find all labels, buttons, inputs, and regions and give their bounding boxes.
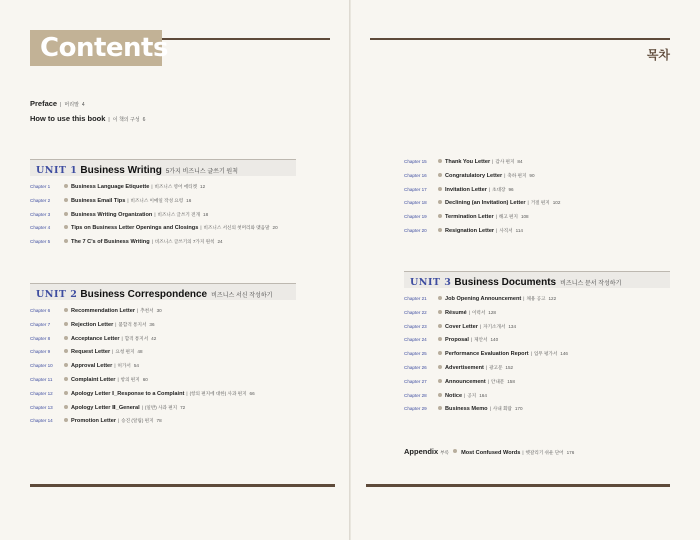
chapter-row[interactable]: Chapter 8 Acceptance Letter | 합격 통지서 42 [30,335,157,342]
unit-3-header [404,271,670,288]
chapter-title: Recommendation Letter [71,308,136,314]
chapter-ko: 사직서 [499,228,513,233]
unit-1-header [30,159,296,176]
chapter-ko: 감사 편지 [495,159,515,164]
chapter-number: Chapter 24 [404,337,427,343]
chapter-title: Rejection Letter [71,321,114,328]
bullet-dot [64,198,68,202]
chapter-page: 30 [156,308,162,313]
chapter-number: Chapter 20 [404,228,427,233]
unit-ko: 5가지 비즈니스 글쓰기 원칙 [165,169,239,175]
chapter-number: Chapter 29 [404,406,427,412]
running-title: 목차 [646,48,670,62]
chapter-ko: 업무 평가서 [533,351,558,357]
bullet-dot [438,337,442,341]
chapter-title: Job Opening Announcement [445,296,522,302]
bullet-dot [438,200,442,204]
chapter-number: Chapter 13 [30,404,53,410]
chapter-page: 48 [137,349,143,355]
bullet-dot [64,322,68,326]
page-gutter [349,0,351,540]
chapter-row[interactable]: Chapter 1 Business Language Etiquette | 비즈니스 영어 에티켓 12 [30,184,206,190]
chapter-title: Business Writing Organization [71,211,153,218]
chapter-ko: 자기소개서 [483,323,506,329]
chapter-number: Chapter 19 [404,214,427,220]
chapter-row[interactable]: Chapter 13 Apology Letter Ⅱ_General | (일반) 사과 편지 72 [30,404,186,411]
chapter-number: Chapter 6 [30,308,51,313]
chapter-row[interactable]: Chapter 26 Advertisement | 광고문 152 [404,365,514,371]
chapter-ko: (항의 편지에 대한) 사과 편지 [189,390,247,396]
chapter-page: 12 [200,184,206,189]
chapter-row[interactable]: Chapter 3 Business Writing Organization | 비즈니스 글쓰기 전개 18 [30,211,209,218]
chapter-ko: 비즈니스 글쓰기의 7가지 원칙 [154,239,215,245]
chapter-ko: 비즈니스 서신의 첫머리와 맺음말 [203,225,270,231]
chapter-ko: 승진 (알림) 편지 [121,418,154,424]
unit-ko: 비즈니스 서신 작성하기 [211,293,273,299]
chapter-number: Chapter 23 [404,323,427,329]
chapter-number: Chapter 17 [404,186,427,192]
chapter-title: Promotion Letter [71,418,117,425]
appendix-entry[interactable]: Appendix 부록 Most Confused Words | 헷갈리기 쉬운 단어 176 [404,447,575,456]
bullet-dot [64,377,68,381]
chapter-ko: 비즈니스 영어 에티켓 [154,184,198,189]
chapter-ko: 초대장 [492,186,506,192]
chapter-title: Complaint Letter [71,377,116,383]
chapter-row[interactable]: Chapter 15 Thank You Letter | 감사 편지 84 [404,159,523,165]
chapter-number: Chapter 11 [30,377,53,382]
chapter-row[interactable]: Chapter 6 Recommendation Letter | 추천서 30 [30,308,162,314]
chapter-row[interactable]: Chapter 22 Résumé | 이력서 128 [404,309,496,316]
chapter-ko: 허가서 [117,363,131,369]
chapter-row[interactable]: Chapter 27 Announcement | 안내문 158 [404,378,515,385]
chapter-page: 96 [508,186,514,192]
chapter-row[interactable]: Chapter 14 Promotion Letter | 승진 (알림) 편지 78 [30,418,162,425]
chapter-page: 134 [508,323,517,329]
appendix-item: Most Confused Words [461,450,521,456]
chapter-page: 170 [514,406,523,412]
chapter-number: Chapter 5 [30,239,51,245]
bullet-dot [64,308,68,312]
chapter-page: 60 [142,377,148,382]
chapter-ko: 비즈니스 이메일 작성 요령 [130,197,184,203]
chapter-row[interactable]: Chapter 25 Performance Evaluation Report | 업무 평가서 146 [404,351,568,358]
chapter-ko: 추천서 [140,308,154,313]
chapter-page: 36 [149,321,155,327]
chapter-title: The 7 C's of Business Writing [71,239,150,246]
bullet-dot [438,324,442,328]
chapter-title: Approval Letter [71,363,113,370]
chapter-page: 72 [180,404,186,410]
chapter-number: Chapter 28 [404,392,427,398]
appendix-ko: 부록 [440,450,450,455]
chapter-title: Résumé [445,309,467,316]
chapter-page: 102 [552,200,561,206]
chapter-row[interactable]: Chapter 21 Job Opening Announcement | 채용 공고 122 [404,296,557,302]
chapter-row[interactable]: Chapter 20 Resignation Letter | 사직서 114 [404,228,523,234]
chapter-row[interactable]: Chapter 19 Termination Letter | 해고 편지 108 [404,214,529,221]
appendix-title: Appendix [404,447,439,456]
chapter-ko: 항의 편지 [120,377,140,382]
chapter-page: 16 [186,197,192,203]
chapter-title: Advertisement [445,365,484,371]
bullet-dot [438,214,442,218]
bullet-dot [438,393,442,397]
chapter-page: 164 [479,392,487,398]
chapter-row[interactable]: Chapter 5 The 7 C's of Business Writing | 비즈니스 글쓰기의 7가지 원칙 24 [30,239,223,246]
chapter-row[interactable]: Chapter 16 Congratulatory Letter | 축하 편지 90 [404,172,535,179]
chapter-number: Chapter 16 [404,172,427,178]
chapter-number: Chapter 8 [30,335,51,341]
bullet-dot [453,449,457,453]
chapter-row[interactable]: Chapter 29 Business Memo | 사내 회람 170 [404,406,523,413]
chapter-row[interactable]: Chapter 23 Cover Letter | 자기소개서 134 [404,323,517,330]
chapter-row[interactable]: Chapter 2 Business Email Tips | 비즈니스 이메일 작성 요령 16 [30,197,192,204]
front-matter-preface[interactable]: Preface | 머리말 4 [30,99,85,108]
front-ko: 이 책의 구성 [112,117,140,123]
unit-label: UNIT 1 [36,165,78,176]
chapter-number: Chapter 15 [404,159,427,164]
chapter-page: 158 [507,378,515,384]
chapter-number: Chapter 26 [404,365,427,370]
chapter-title: Tips on Business Letter Openings and Closings [71,225,199,232]
chapter-page: 128 [488,309,496,315]
chapter-page: 42 [151,335,157,341]
chapter-page: 18 [203,211,209,217]
chapter-ko: 불합격 통지서 [118,321,147,327]
bullet-dot [438,351,442,355]
chapter-number: Chapter 3 [30,211,51,217]
chapter-number: Chapter 12 [30,390,53,396]
chapter-title: Proposal [445,337,469,344]
chapter-ko: 합격 통지서 [124,335,149,341]
front-page: 6 [142,117,146,123]
unit-title: Business Documents [454,277,557,288]
unit-title: Business Writing [80,165,162,176]
chapter-row[interactable]: Chapter 18 Declining (an Invitation) Letter | 거절 편지 102 [404,200,561,207]
bullet-dot [438,379,442,383]
contents-title: Contents [30,30,162,66]
chapter-ko: (일반) 사과 편지 [144,404,178,410]
chapter-title: Congratulatory Letter [445,172,503,179]
bullet-dot [438,228,442,232]
chapter-ko: 채용 공고 [526,296,546,301]
appendix-item-ko: 헷갈리기 쉬운 단어 [525,450,564,455]
chapter-title: Thank You Letter [445,159,491,165]
chapter-number: Chapter 27 [404,378,427,384]
chapter-title: Apology Letter Ⅱ_General [71,404,140,411]
bullet-dot [64,225,68,229]
chapter-row[interactable]: Chapter 9 Request Letter | 요청 편지 48 [30,349,143,356]
chapter-title: Resignation Letter [445,228,495,234]
chapter-page: 20 [272,225,278,231]
chapter-row[interactable]: Chapter 17 Invitation Letter | 초대장 96 [404,186,514,193]
chapter-number: Chapter 18 [404,200,427,206]
chapter-title: Cover Letter [445,323,478,330]
chapter-page: 146 [560,351,568,357]
unit-label: UNIT 3 [410,277,452,288]
unit-label: UNIT 2 [36,289,78,300]
bullet-dot [438,173,442,177]
chapter-ko: 축하 편지 [507,172,527,178]
bullet-dot [438,310,442,314]
chapter-title: Invitation Letter [445,186,487,193]
chapter-row[interactable]: Chapter 11 Complaint Letter | 항의 편지 60 [30,377,148,383]
chapter-number: Chapter 7 [30,321,51,327]
front-matter-how-to-use[interactable]: How to use this book | 이 책의 구성 6 [30,114,146,123]
front-title: How to use this book [30,114,106,123]
bullet-dot [438,187,442,191]
chapter-title: Request Letter [71,349,111,356]
front-title: Preface [30,99,58,108]
chapter-ko: 이력서 [471,309,486,315]
chapter-page: 140 [490,337,499,343]
bullet-dot [64,405,68,409]
chapter-page: 152 [505,365,514,370]
chapter-page: 54 [133,363,139,369]
chapter-page: 84 [517,159,523,164]
unit-2-header [30,283,296,300]
bullet-dot [64,391,68,395]
bullet-dot [438,406,442,410]
chapter-ko: 사내 회람 [492,406,512,412]
chapter-title: Business Email Tips [71,197,126,204]
chapter-row[interactable]: Chapter 7 Rejection Letter | 불합격 통지서 36 [30,321,155,328]
chapter-title: Apology Letter Ⅰ_Response to a Complaint [71,390,185,397]
chapter-page: 122 [548,296,557,301]
bottom-rule-right [366,484,670,487]
chapter-number: Chapter 2 [30,197,51,203]
chapter-title: Termination Letter [445,214,494,221]
bullet-dot [64,212,68,216]
chapter-page: 66 [249,390,255,396]
chapter-row[interactable]: Chapter 28 Notice | 공지 164 [404,392,487,399]
chapter-ko: 안내문 [490,378,505,384]
chapter-row[interactable]: Chapter 24 Proposal | 제안서 140 [404,337,499,344]
chapter-ko: 비즈니스 글쓰기 전개 [157,211,201,217]
chapter-page: 108 [520,214,529,220]
chapter-ko: 제안서 [474,337,488,343]
bullet-dot [64,336,68,340]
chapter-title: Declining (an Invitation) Letter [445,200,526,207]
unit-ko: 비즈니스 문서 작성하기 [560,281,622,287]
chapter-title: Acceptance Letter [71,335,120,342]
chapter-page: 24 [217,239,223,245]
chapter-number: Chapter 4 [30,225,51,231]
chapter-ko: 해고 편지 [498,214,518,220]
chapter-ko: 공지 [467,392,477,398]
bullet-dot [64,363,68,367]
chapter-number: Chapter 10 [30,363,53,369]
chapter-title: Performance Evaluation Report [445,351,529,358]
chapter-row[interactable]: Chapter 10 Approval Letter | 허가서 54 [30,363,139,370]
unit-title: Business Correspondence [80,289,208,300]
chapter-page: 78 [156,418,162,424]
chapter-number: Chapter 21 [404,296,427,301]
chapter-number: Chapter 25 [404,351,427,357]
bullet-dot [438,159,442,163]
front-ko: 머리말 [64,102,79,108]
chapter-title: Business Language Etiquette [71,184,150,190]
appendix-page: 176 [566,450,575,455]
chapter-ko: 거절 편지 [530,200,550,206]
chapter-row[interactable]: Chapter 4 Tips on Business Letter Openings and Closings | 비즈니스 서신의 첫머리와 맺음말 20 [30,225,278,232]
chapter-title: Announcement [445,378,486,385]
chapter-page: 114 [515,228,523,233]
chapter-title: Notice [445,392,463,399]
bullet-dot [438,296,442,300]
chapter-ko: 요청 편지 [115,349,135,355]
bullet-dot [64,418,68,422]
front-page: 4 [81,102,85,108]
chapter-number: Chapter 9 [30,349,51,355]
top-rule-right [370,38,670,40]
bullet-dot [64,239,68,243]
chapter-row[interactable]: Chapter 12 Apology Letter Ⅰ_Response to a Complaint | (항의 편지에 대한) 사과 편지 66 [30,390,255,397]
chapter-number: Chapter 22 [404,309,427,315]
bullet-dot [64,184,68,188]
bullet-dot [438,365,442,369]
chapter-title: Business Memo [445,406,488,413]
chapter-ko: 광고문 [489,365,503,370]
chapter-page: 90 [529,172,535,178]
chapter-number: Chapter 14 [30,418,53,424]
bullet-dot [64,349,68,353]
chapter-number: Chapter 1 [30,184,51,189]
bottom-rule-left [30,484,335,487]
